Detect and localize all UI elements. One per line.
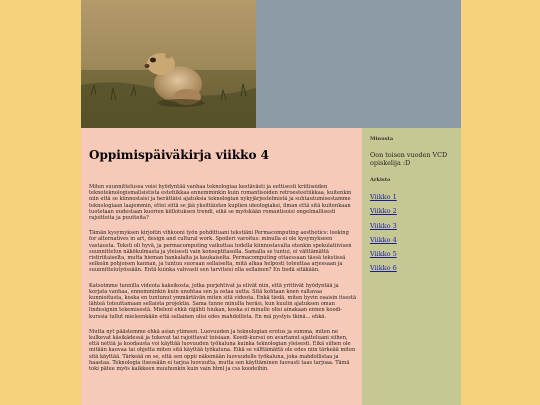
archive-heading: Arkisto bbox=[370, 177, 391, 183]
main-content bbox=[81, 128, 362, 405]
paragraph-4: Mutta nyt päästemme ehkä asian ytimeen. Luovuuden ja teknologian erotus ja summa, miten ne kulkevat käsikädessä ja tukevat tai rajoittavat toisiaan. Koodi-kurssi on avartanut ajatteluani siihen, että nettiä ja koodausta voi käyttää luovuuden työkaluna kuinka teknologian yleisesti. Eikä siihen ole mitään kauvaa tai ohjetta miten sitä käyttää työkaluna. Eikä se välttämättä ole edes niin tärkeää miten sitä käyttää. Tärkeää on se, että sen oppii näkemään luovuudelle työkaluna, joka mahdollistaa ja haastaa. Teknologia itsessään ei tarjoa luovuutta, mutta sen käyttäminen luovasti taas tarjoaa. Tämä toki pätee myös kaikkeen muuhunkin kuin vain html ja css koodeihin. bbox=[89, 328, 356, 373]
sidebar bbox=[362, 128, 461, 405]
archive-link-viikko-3[interactable]: Viikko 3 bbox=[370, 221, 397, 230]
page-title: Oppimispäiväkirja viikko 4 bbox=[89, 148, 270, 162]
paragraph-3: Katsoimme tunnilla videota kaksikosta, jotka purjehtivat ja elivät niin, että yrittivät hyödyntää ja korjata vanhaa, ennemminkin kuin unohtaa sen ja ostaa uutta. Sitä kohtaan koen valtavaa kunnioitusta, koska en tuntunut ymmärtävän miten sitä videota. Enkä tiedä, miten hyvin osaisin itsestä lähteä toteuttamaan sellaista projektia. Sama tunne minulla heräsi, kun kuulin ajatuksen oman lindesignin tekemisestä. Mieleni ehkä räjähti hiukan, koska ei minulle olisi ainakaan ennen koodi-kurssia tullut mieleenkään että sellainen olisi edes mahdollista. En mä pystyis tkinä... ehkä. bbox=[89, 282, 356, 320]
archive-link-viikko-1[interactable]: Viikko 1 bbox=[370, 193, 397, 201]
prairie-dog-photo bbox=[81, 0, 256, 128]
archive-link-viikko-4[interactable]: Viikko 4 bbox=[370, 235, 397, 244]
archive-list bbox=[370, 190, 397, 276]
archive-link-viikko-5[interactable]: Viikko 5 bbox=[370, 250, 397, 259]
paragraph-2: Tämän kysymyksen kirjoitin vihkooni työn pohdittuani tekstiäni Permacomputing aesthetics: looking for alternatives in art, design and cultural work. Spoileri varoitus: minulla ei ole kysymykseen vastausta. Teksti oli hyvä, ja permacomputing vaikuttaa todella kiinnostavalta etenkin spekulatiivisen suunnittelun näkökulmasta ja yleisesti vain konseptitasolla. Samalla se tuntui, ei välttämättä ristiriitaiselta, mutta hieman hankalalta ja kaukaiselta. Permacomputing ottaessaan tässä tekstissä selkeän pohjoisen kannan, ja tuntuu suoraan sellaiselta, mitä alkaa helposti toteuttaa arjessaan ja suunnittelutyössään. Entä kuinka vahvasti sen tarvitsisi olla sellainen? En tiedä sitäkään. bbox=[89, 230, 352, 274]
archive-link-viikko-2[interactable]: Viikko 2 bbox=[370, 207, 397, 216]
paragraph-1: Miten suunnittelussa voisi hyödyntää vanhaa teknologiaa kestävästi ja eettisesti kriitisoiden teknoteknologismalisistista estetiikkaa ennemminkin kuin romantisoiden retroesteetiikkaa, kuitenkin niin että se kiinnostaisi ja herättäisi ajatuksia teknologian nykyjärjestelmistä ja suhtautumisestamme teknologiaan laajemmin, ettei siitä se jää yksittäisten kuplien ideologiaksi, ilman että sitä kuitenkaan tuotetaan uudestaan kuorien kiillotuksen trendi, eikä se myöskään romantisoisi ongelmallisesti rajoitteita ja puutteita? bbox=[89, 184, 352, 222]
header-photo bbox=[81, 0, 256, 128]
about-text: Oon toisen vuoden VCD opiskelija :D bbox=[370, 151, 448, 167]
archive-link-viikko-6[interactable]: Viikko 6 bbox=[370, 264, 397, 273]
about-heading: Minusta bbox=[370, 136, 394, 142]
